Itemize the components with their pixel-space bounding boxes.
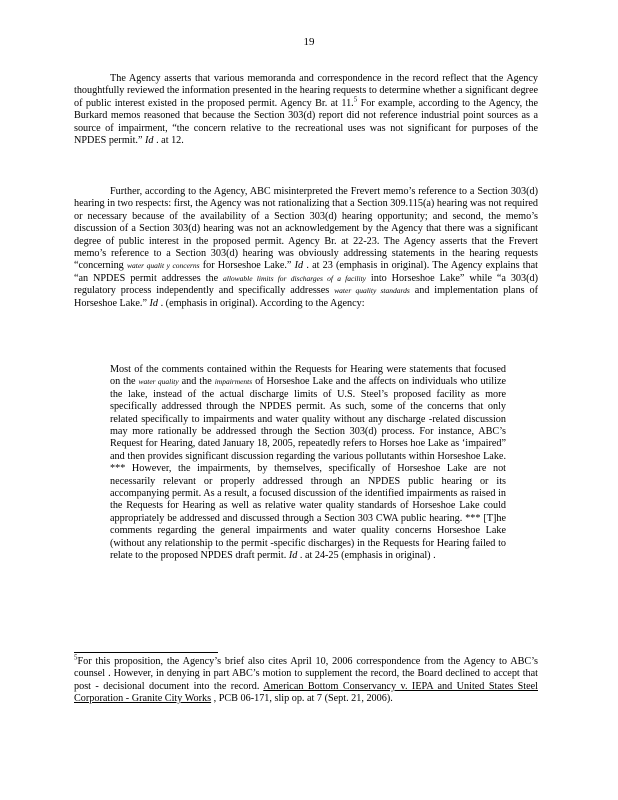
footnote-text-2: , PCB 06-171, slip op. at 7 (Sept. 21, 2006). bbox=[211, 693, 393, 705]
paragraph1-text-b: For example, according to the Agency, the Burkard memos reasoned that because the Section 303(d) report did not reference industrial point sources as a source of impairment, “the concern relative to the recreational uses was not significant for purposes of the NPDES permit.” bbox=[74, 97, 538, 147]
paragraph2-text-5: and implementation plans of Horseshoe Lake.” bbox=[74, 285, 538, 309]
emphasis-water-quality-concerns: water qualit y concerns bbox=[126, 261, 200, 271]
block-quote bbox=[110, 364, 506, 563]
paragraph2-text-3: . at 23 (emphasis in original). The Agency explains that “an NPDES permit addresses the bbox=[74, 260, 539, 284]
emphasis-allowable-limits: allowable limits for discharges of a facility bbox=[223, 273, 367, 283]
quote-text-4: . at 24-25 (emphasis in original) . bbox=[297, 550, 436, 562]
citation-id: Id bbox=[288, 550, 298, 562]
page-number: 19 bbox=[303, 36, 315, 48]
citation-id: Id bbox=[149, 297, 159, 309]
paragraph2-text-2: for Horseshoe Lake.” bbox=[199, 260, 295, 272]
footnote-separator bbox=[74, 652, 218, 653]
footnote-reference-5: 5 bbox=[353, 95, 358, 104]
paragraph2-text-6: . (emphasis in original). According to the Agency: bbox=[158, 297, 365, 309]
quote-text-1: Most of the comments contained within the Requests for Hearing were statements that focused on the bbox=[110, 364, 506, 388]
quote-text-2: and the bbox=[178, 376, 215, 388]
emphasis-water-quality: water quality bbox=[138, 377, 179, 387]
paragraph-agency-asserts bbox=[74, 73, 538, 147]
citation-id: Id bbox=[294, 260, 304, 272]
footnote-5 bbox=[74, 653, 538, 706]
emphasis-impairments: impairments bbox=[214, 377, 253, 387]
paragraph1-text-a: The Agency asserts that various memoranda and correspondence in the record reflect that the Agency thoughtfully reviewed the information presented in the hearing requests to determine whether a significant degree of public interest existed in the proposed permit. Agency Br. at 11. bbox=[74, 73, 538, 109]
paragraph1-text-c: . at 12. bbox=[153, 135, 184, 147]
footnote-marker: 5 bbox=[74, 653, 78, 662]
footnote-text-1: For this proposition, the Agency’s brief also cites April 10, 2006 correspondence from the Agency to ABC’s counsel . However, in denying in part ABC’s motion to supplement the record, the Board declined to accept that post - decisional document into the record. bbox=[74, 656, 538, 692]
quote-text-3: of Horseshoe Lake and the affects on individuals who utilize the lake, instead of the actual discharge limits of U.S. Steel’s proposed facility as more specifically addressed through the NPDES permit. As such, some of the concerns that only related specifically to impairments and water quality without any discharge -related discussion may more rationally be addressed through the Section 303(d) process. For instance, ABC’s Request for Hearing, dated January 18, 2005, repeatedly refers to Horses hoe Lake as ‘impaired” and then provides significant discussion regarding the various pollutants within Horseshoe Lake. *** However, the impairments, by themselves, specifically of Horseshoe Lake are not necessarily relevant or properly addressed through an NPDES public hearing or its accompanying permit. As a result, a focused discussion of the identified impairments as raised in the Requests for Hearing as well as relative water quality standards of Horseshoe Lake could appropriately be addressed and discussed through a Section 303 CWA public hearing. *** [T]he comments regarding the general impairments and water quality concerns Horseshoe Lake (without any relationship to the permit -specific discharges) in the Requests for Hearing failed to relate to the proposed NPDES draft permit. bbox=[110, 376, 507, 562]
case-citation: American Bottom Conservancy v. IEPA and United States Steel Corporation - Granite City Works bbox=[74, 680, 538, 705]
paragraph2-text-1: Further, according to the Agency, ABC misinterpreted the Frevert memo’s reference to a Section 303(d) hearing in two respects: first, the Agency was not rationalizing that a Section 309.115(a) hearing was not required or necessary because of the availability of a Section 303(d) hearing opportunity; and second, the memo’s discussion of a Section 303(d) hearing was not an acknowledgement by the Agency that there was a significant degree of public interest in the proposed permit. Agency Br. at 22-23. The Agency asserts that the Frevert memo’s reference to a Section 303(d) hearing was obviously addressing statements in the hearing requests “concerning bbox=[74, 186, 538, 272]
paragraph2-text-4: into Horseshoe Lake” while “a 303(d) regulatory process independently and specifically addresses bbox=[74, 272, 538, 297]
paragraph-frevert-memo bbox=[74, 186, 538, 310]
emphasis-water-quality-standards: water quality standards bbox=[334, 286, 410, 296]
citation-id: Id bbox=[145, 135, 154, 147]
